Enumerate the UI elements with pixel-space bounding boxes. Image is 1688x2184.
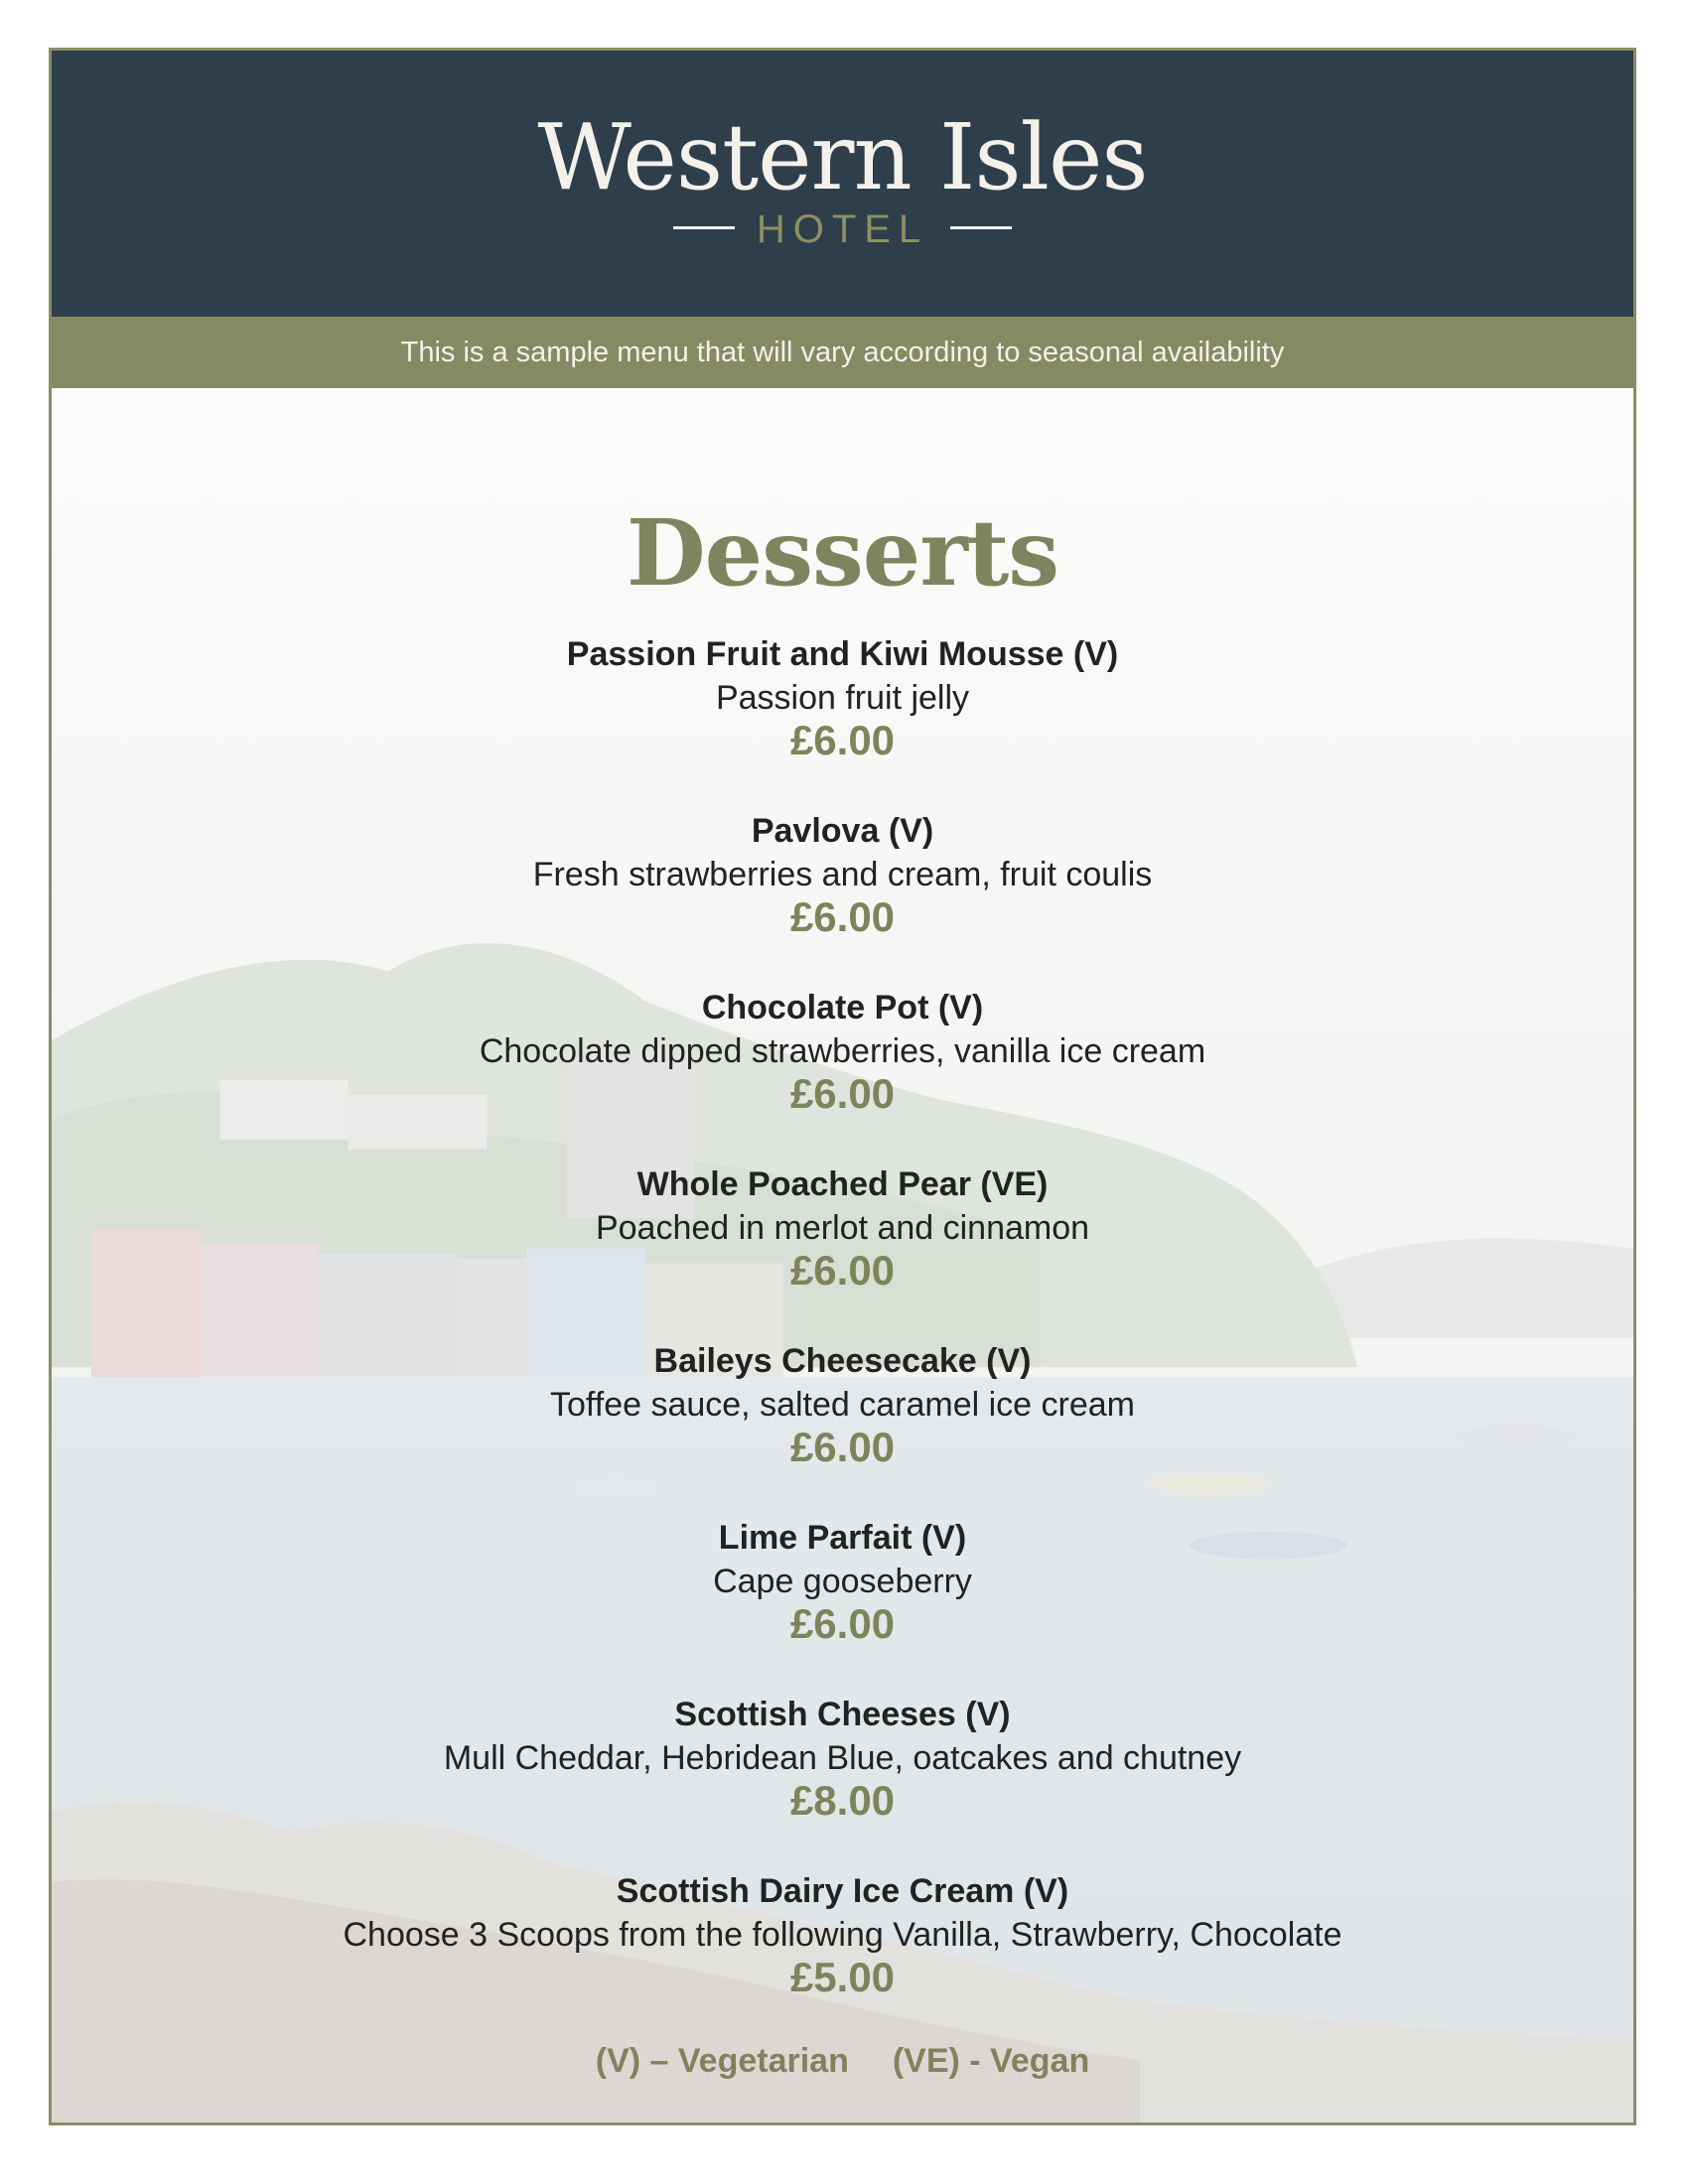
menu-item — [52, 1339, 1633, 1516]
item-description: Chocolate dipped strawberries, vanilla ice cream — [479, 1032, 1206, 1070]
divider — [673, 226, 735, 229]
seasonal-notice: This is a sample menu that will vary according to seasonal availability — [52, 317, 1633, 388]
menu-item — [52, 1162, 1633, 1339]
hotel-sub-label — [52, 209, 1633, 249]
menu-item — [52, 1516, 1633, 1693]
item-price: £6.00 — [789, 1247, 896, 1294]
item-price: £8.00 — [789, 1777, 896, 1824]
menu-content — [52, 388, 1633, 2081]
item-description: Fresh strawberries and cream, fruit coulis — [532, 856, 1153, 893]
divider — [950, 226, 1012, 229]
item-name: Pavlova (V) — [751, 812, 934, 850]
item-name: Passion Fruit and Kiwi Mousse (V) — [566, 635, 1119, 673]
item-name: Scottish Dairy Ice Cream (V) — [616, 1872, 1069, 1910]
item-name: Scottish Cheeses (V) — [674, 1696, 1011, 1733]
item-name: Lime Parfait (V) — [718, 1519, 967, 1557]
menu-item — [52, 1869, 1633, 2046]
item-price: £6.00 — [789, 1070, 896, 1117]
menu-item — [52, 809, 1633, 986]
item-description: Choose 3 Scoops from the following Vanilla, Strawberry, Chocolate — [343, 1916, 1342, 1954]
item-name: Baileys Cheesecake (V) — [653, 1342, 1032, 1380]
menu-item — [52, 632, 1633, 809]
menu-item — [52, 1693, 1633, 1869]
hotel-name: Western Isles — [537, 104, 1148, 210]
legend-vegetarian: (V) – Vegetarian — [595, 2042, 849, 2080]
item-description: Mull Cheddar, Hebridean Blue, oatcakes and chutney — [443, 1739, 1242, 1777]
hotel-sub-text: HOTEL — [756, 207, 929, 251]
item-price: £6.00 — [789, 1600, 896, 1647]
menu-item — [52, 986, 1633, 1162]
section-title: Desserts — [626, 499, 1059, 607]
item-description: Poached in merlot and cinnamon — [595, 1209, 1090, 1247]
item-price: £5.00 — [789, 1954, 896, 2000]
item-description: Cape gooseberry — [713, 1563, 972, 1600]
hotel-header — [52, 51, 1633, 317]
dietary-legend — [52, 2042, 1633, 2081]
menu-list — [52, 632, 1633, 2046]
item-description: Passion fruit jelly — [715, 679, 970, 717]
item-name: Chocolate Pot (V) — [701, 989, 984, 1026]
item-name: Whole Poached Pear (VE) — [636, 1165, 1049, 1203]
item-price: £6.00 — [789, 893, 896, 940]
legend-vegan: (VE) - Vegan — [892, 2042, 1090, 2080]
item-price: £6.00 — [789, 717, 896, 763]
item-description: Toffee sauce, salted caramel ice cream — [550, 1386, 1135, 1424]
menu-page — [49, 48, 1636, 2125]
item-price: £6.00 — [789, 1424, 896, 1470]
